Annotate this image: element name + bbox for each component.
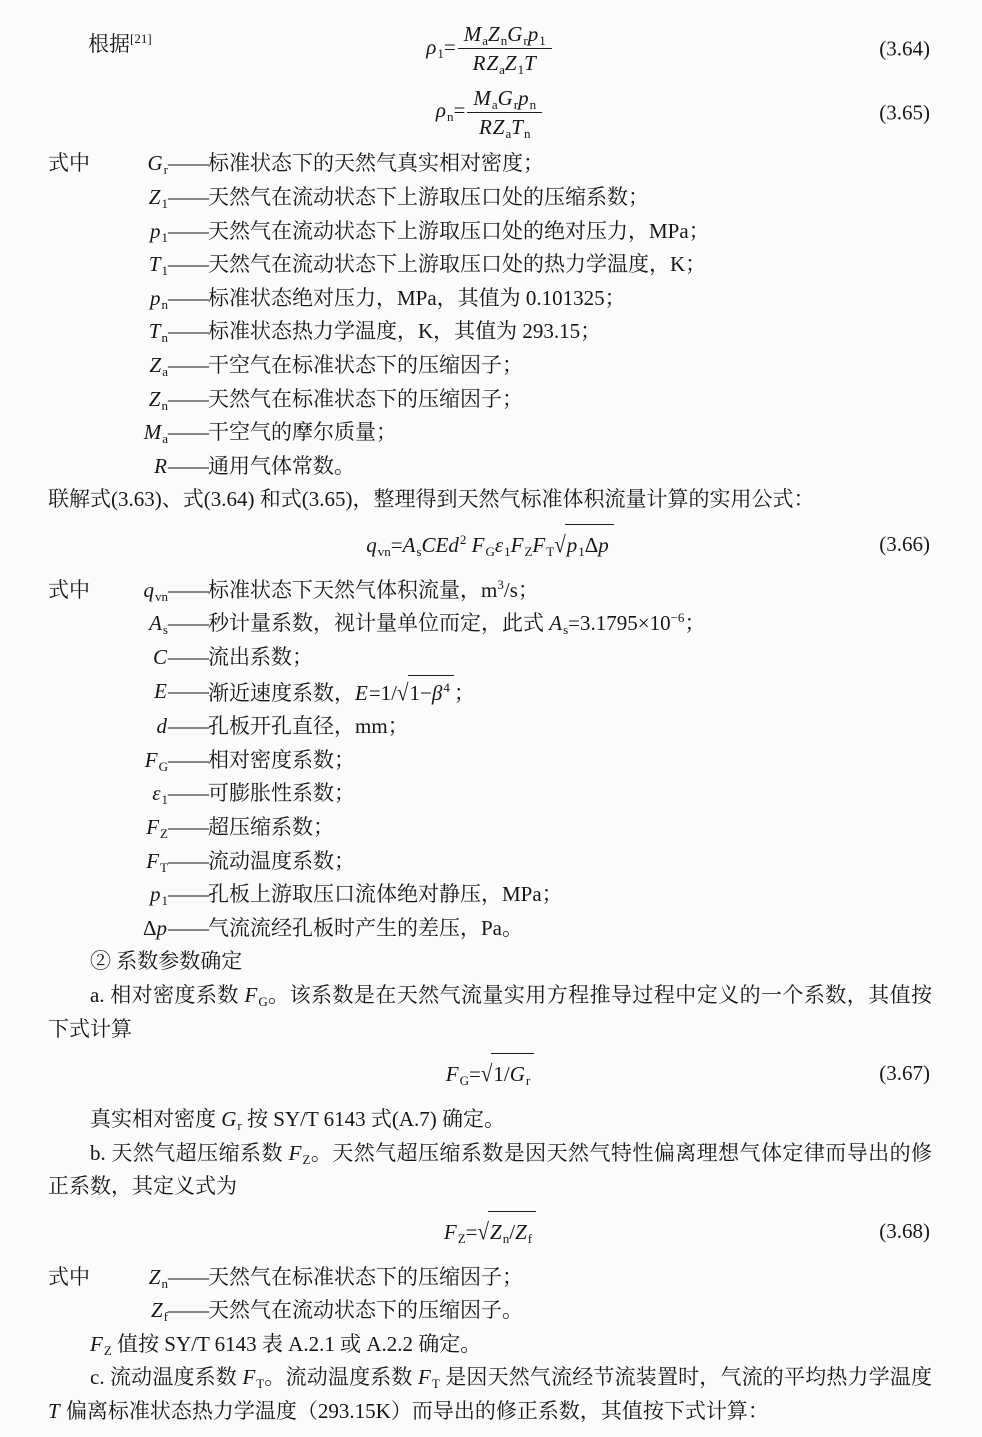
definition-dash: —— bbox=[168, 644, 208, 669]
equation-364-fraction bbox=[458, 20, 552, 78]
definition-block-2 bbox=[48, 574, 932, 946]
definition-desc: 孔板上游取压口流体绝对静压，MPa； bbox=[208, 882, 563, 907]
definition-dash: —— bbox=[168, 184, 208, 209]
equation-364-denominator: $RZ_aZ_1T$ bbox=[458, 48, 552, 77]
definition-dash: —— bbox=[168, 814, 208, 839]
definition-term: $p_1$ bbox=[149, 882, 168, 909]
definition-row bbox=[48, 710, 932, 744]
definition-term: $F_G$ bbox=[144, 747, 168, 774]
definition-desc: 气流流经孔板时产生的差压，Pa。 bbox=[208, 915, 523, 940]
where-label-1: 式中 bbox=[48, 151, 90, 176]
definition-term: $G_r$ bbox=[147, 151, 168, 178]
definition-term: $\varepsilon_1$ bbox=[152, 781, 168, 808]
definition-term: $T_1$ bbox=[148, 252, 168, 279]
definition-row bbox=[48, 349, 932, 383]
definition-row bbox=[48, 282, 932, 316]
equation-365-fraction bbox=[467, 84, 542, 142]
definition-desc: 天然气在标准状态下的压缩因子； bbox=[208, 386, 523, 411]
paragraph-join-equations: 联解式(3.63)、式(3.64) 和式(3.65)，整理得到天然气标准体积流量计算的实用公式： bbox=[48, 487, 815, 512]
definition-term: $M_a$ bbox=[143, 420, 168, 447]
where-label-3: 式中 bbox=[48, 1264, 90, 1289]
definition-term: $p_n$ bbox=[149, 285, 168, 312]
definition-desc: 通用气体常数。 bbox=[208, 453, 355, 478]
definition-term: d bbox=[156, 714, 167, 739]
definition-term: $F_T$ bbox=[146, 848, 168, 875]
definition-row bbox=[48, 878, 932, 912]
definition-term: $A_s$ bbox=[149, 611, 168, 638]
definition-desc: 流出系数； bbox=[208, 644, 313, 669]
paragraph-fz-note: $F_Z$ 值按 SY/T 6143 表 A.2.1 或 A.2.2 确定。 bbox=[90, 1331, 482, 1358]
equation-number-366: (3.66) bbox=[879, 531, 930, 556]
definition-term: $q_{vn}$ bbox=[143, 577, 168, 604]
definition-dash: —— bbox=[168, 218, 208, 243]
equation-row-365 bbox=[48, 84, 932, 142]
definition-desc: 天然气在流动状态下上游取压口处的绝对压力，MPa； bbox=[208, 218, 710, 243]
definition-list-2 bbox=[48, 574, 932, 946]
definition-desc: 标准状态下的天然气真实相对密度； bbox=[208, 151, 544, 176]
definition-term: E bbox=[154, 678, 167, 703]
definition-dash: —— bbox=[168, 678, 208, 703]
definition-dash: —— bbox=[168, 319, 208, 344]
definition-block-1 bbox=[48, 147, 932, 483]
definition-dash: —— bbox=[168, 577, 208, 602]
definition-row bbox=[48, 450, 932, 484]
source-reference: 根据[21] bbox=[88, 31, 152, 56]
definition-desc: 孔板开孔直径，mm； bbox=[208, 714, 409, 739]
where-label-2: 式中 bbox=[48, 577, 90, 602]
equation-364-numerator: $M_aZ_nG_rp_1$ bbox=[463, 22, 546, 48]
definition-term: $F_Z$ bbox=[146, 814, 168, 841]
definition-row bbox=[48, 607, 932, 641]
definition-term: $T_n$ bbox=[148, 319, 168, 346]
definition-row bbox=[48, 574, 932, 608]
equation-row-366 bbox=[48, 524, 932, 566]
equation-365 bbox=[435, 85, 544, 141]
definition-dash: —— bbox=[168, 781, 208, 806]
definition-desc: 超压缩系数； bbox=[208, 814, 334, 839]
definition-desc: 天然气在标准状态下的压缩因子； bbox=[208, 1264, 523, 1289]
definition-dash: —— bbox=[168, 915, 208, 940]
definition-desc: 标准状态下天然气体积流量，$m^3/s$； bbox=[208, 577, 539, 602]
definition-term: C bbox=[152, 644, 167, 669]
paragraph-item-c: c. 流动温度系数 $F_T$。流动温度系数 $F_T$ 是因天然气流经节流装置时，气流的平均热力学温度 T 偏离标准状态热力学温度（293.15K）而导出的修正系数，其值按下式计算： bbox=[48, 1365, 933, 1424]
definition-row bbox=[48, 147, 932, 181]
definition-row bbox=[48, 181, 932, 215]
definition-term: $Z_n$ bbox=[148, 386, 168, 413]
equation-364 bbox=[426, 22, 553, 78]
definition-row bbox=[48, 675, 932, 711]
definition-row bbox=[48, 777, 932, 811]
definition-desc: 秒计量系数，视计量单位而定，此式 $A_s=3.1795\times 10^{-6}$； bbox=[208, 610, 706, 638]
definition-desc: 天然气在流动状态下的压缩因子。 bbox=[208, 1298, 523, 1323]
section-heading-coefficients: ② 系数参数确定 bbox=[90, 949, 243, 974]
equation-365-numerator: $M_aG_rp_n$ bbox=[473, 85, 537, 112]
definition-dash: —— bbox=[168, 848, 208, 873]
definition-row bbox=[48, 744, 932, 778]
definition-dash: —— bbox=[168, 252, 208, 277]
equation-number-364: (3.64) bbox=[879, 36, 930, 61]
equation-number-365: (3.65) bbox=[879, 100, 930, 125]
definition-dash: —— bbox=[168, 1264, 208, 1289]
definition-desc: 标准状态绝对压力，MPa，其值为 0.101325； bbox=[208, 285, 626, 310]
paragraph-gr-note: 真实相对密度 $G_r$ 按 SY/T 6143 式(A.7) 确定。 bbox=[90, 1107, 506, 1133]
definition-desc: 流动温度系数； bbox=[208, 848, 355, 873]
equation-number-368: (3.68) bbox=[879, 1218, 930, 1243]
equation-row-368 bbox=[48, 1211, 932, 1253]
definition-row bbox=[48, 1294, 932, 1328]
equation-row-364 bbox=[48, 20, 932, 78]
definition-row bbox=[48, 845, 932, 879]
equation-368: $F_Z=√Z_n/Z_f$ bbox=[444, 1220, 536, 1244]
definition-desc: 天然气在流动状态下上游取压口处的热力学温度，K； bbox=[208, 252, 707, 277]
equation-367: $F_G=√1/G_r$ bbox=[446, 1062, 534, 1086]
definition-row bbox=[48, 1261, 932, 1295]
definition-desc: 可膨胀性系数； bbox=[208, 781, 355, 806]
definition-desc: 标准状态热力学温度，K，其值为 293.15； bbox=[208, 319, 602, 344]
definition-row bbox=[48, 811, 932, 845]
definition-desc: 干空气的摩尔质量； bbox=[208, 420, 397, 445]
paragraph-item-b: b. 天然气超压缩系数 $F_Z$。天然气超压缩系数是因天然气特性偏离理想气体定律而导出的修正系数，其定义式为 bbox=[48, 1140, 933, 1199]
definition-term: $Z_a$ bbox=[149, 352, 168, 379]
definition-dash: —— bbox=[168, 386, 208, 411]
definition-term: $Z_1$ bbox=[148, 184, 168, 211]
equation-364-lhs: $\rho_1=$ bbox=[426, 34, 456, 61]
definition-row bbox=[48, 215, 932, 249]
equation-number-367: (3.67) bbox=[879, 1061, 930, 1086]
definition-dash: —— bbox=[168, 714, 208, 739]
definition-dash: —— bbox=[168, 285, 208, 310]
definition-dash: —— bbox=[168, 453, 208, 478]
definition-dash: —— bbox=[168, 611, 208, 636]
definition-row bbox=[48, 383, 932, 417]
definition-dash: —— bbox=[168, 151, 208, 176]
definition-dash: —— bbox=[168, 420, 208, 445]
definition-row bbox=[48, 248, 932, 282]
definition-desc: 干空气在标准状态下的压缩因子； bbox=[208, 352, 523, 377]
definition-desc: 天然气在流动状态下上游取压口处的压缩系数； bbox=[208, 184, 649, 209]
definition-row bbox=[48, 416, 932, 450]
definition-term: R bbox=[154, 453, 167, 478]
equation-366: $q_{vn}=A_sCEd^2$ $F_G\varepsilon_1F_ZF_T√p_1\Delta p$ bbox=[366, 533, 614, 557]
definition-dash: —— bbox=[168, 882, 208, 907]
definition-term: $Z_n$ bbox=[148, 1264, 168, 1291]
definition-term: Δp bbox=[142, 915, 167, 940]
definition-dash: —— bbox=[168, 352, 208, 377]
definition-dash: —— bbox=[168, 747, 208, 772]
definition-row bbox=[48, 315, 932, 349]
definition-list-3 bbox=[48, 1261, 932, 1328]
definition-desc: 相对密度系数； bbox=[208, 747, 355, 772]
definition-row bbox=[48, 912, 932, 946]
equation-365-denominator: $RZ_aT_n$ bbox=[467, 112, 542, 141]
paragraph-item-a: a. 相对密度系数 $F_G$。该系数是在天然气流量实用方程推导过程中定义的一个系数，其值按下式计算 bbox=[48, 982, 932, 1041]
definition-term: $p_1$ bbox=[149, 218, 168, 245]
definition-term: $Z_f$ bbox=[150, 1298, 168, 1325]
definition-row bbox=[48, 641, 932, 675]
definition-list-1 bbox=[48, 147, 932, 483]
definition-dash: —— bbox=[168, 1298, 208, 1323]
definition-desc: 渐近速度系数，$E=1/√1-\beta^4$ ； bbox=[208, 675, 932, 711]
definition-block-3 bbox=[48, 1261, 932, 1328]
equation-365-lhs: $\rho_n=$ bbox=[435, 98, 466, 125]
equation-row-367 bbox=[48, 1053, 932, 1095]
